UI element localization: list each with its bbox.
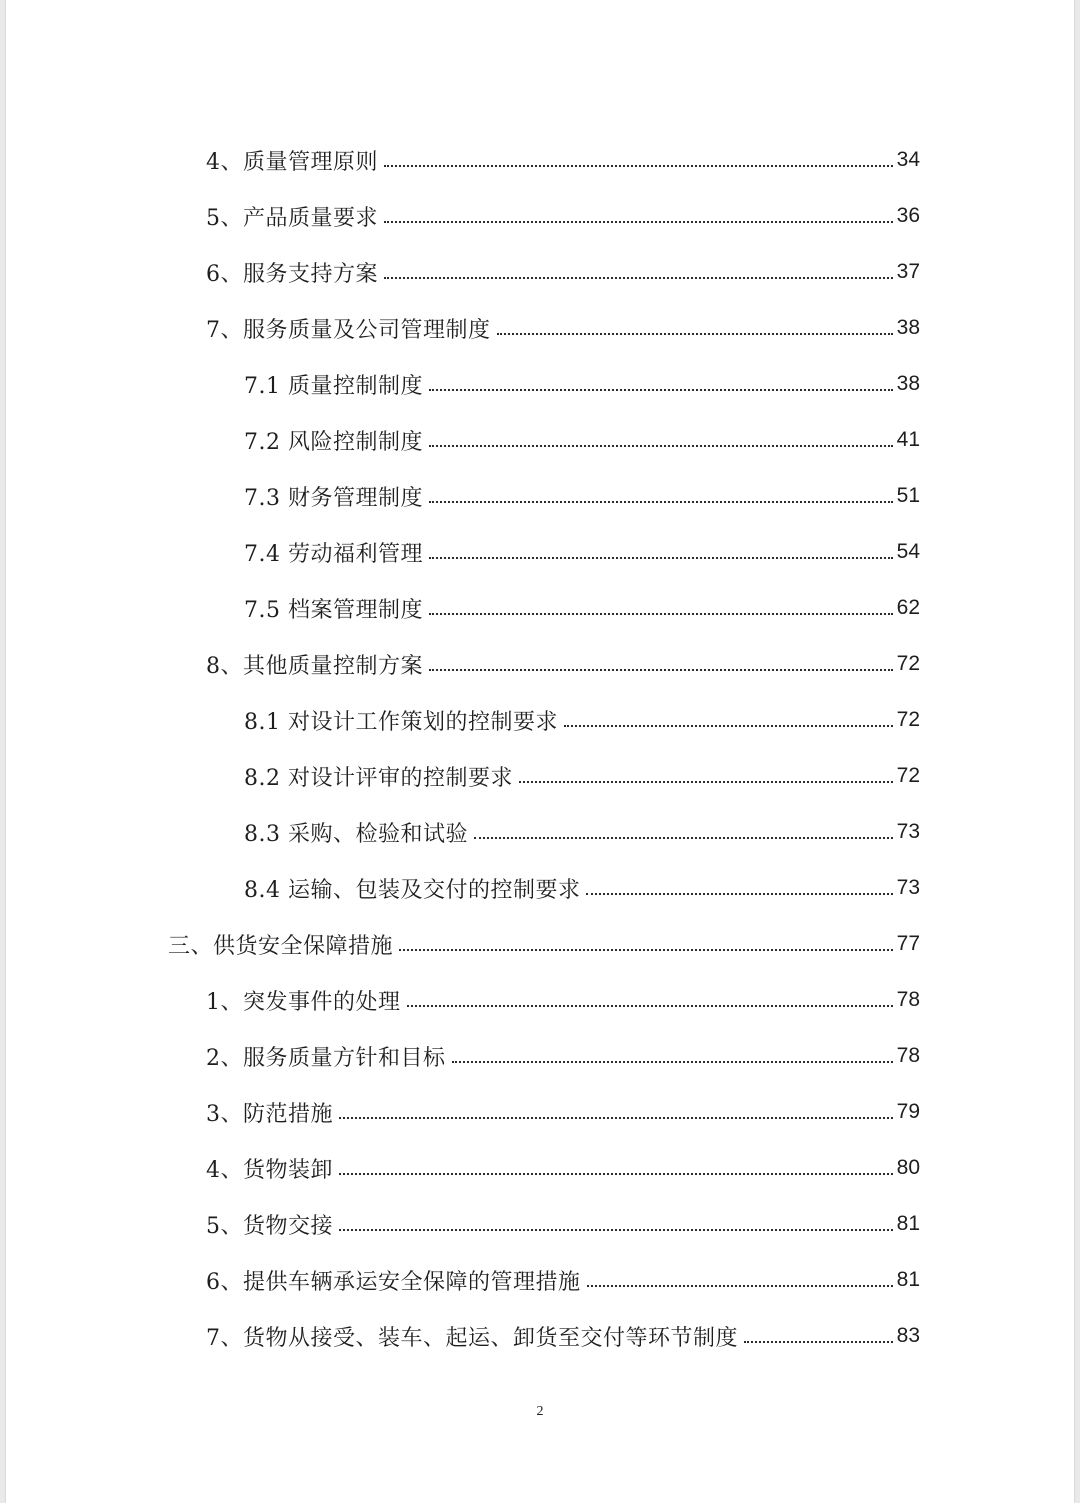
toc-entry-page: 83 [896, 1324, 920, 1347]
toc-entry-page: 51 [896, 484, 920, 507]
toc-leader-dots [474, 837, 893, 839]
toc-entry[interactable] [6, 244, 920, 300]
toc-entry[interactable] [6, 412, 920, 468]
toc-leader-dots [429, 445, 893, 447]
toc-entry[interactable] [6, 804, 920, 860]
toc-entry-page: 78 [896, 988, 920, 1011]
toc-entry-page: 73 [896, 876, 920, 899]
toc-entry[interactable] [6, 188, 920, 244]
toc-leader-dots [339, 1229, 893, 1231]
toc-entry[interactable] [6, 972, 920, 1028]
toc-entry[interactable] [6, 860, 920, 916]
toc-entry-page: 79 [896, 1100, 920, 1123]
toc-entry-title: 1、突发事件的处理 [206, 989, 401, 1015]
toc-entry-title: 4、质量管理原则 [206, 149, 378, 175]
document-page [6, 0, 1074, 1503]
toc-leader-dots [497, 333, 893, 335]
toc-leader-dots [384, 277, 893, 279]
toc-entry-title: 8.2 对设计评审的控制要求 [244, 765, 513, 791]
toc-leader-dots [429, 501, 893, 503]
toc-entry-title: 5、货物交接 [206, 1213, 333, 1239]
toc-entry-title: 8.3 采购、检验和试验 [244, 821, 468, 847]
toc-leader-dots [407, 1005, 893, 1007]
toc-entry-page: 37 [896, 260, 920, 283]
toc-entry-title: 8.4 运输、包装及交付的控制要求 [244, 877, 581, 903]
toc-entry-title: 8、其他质量控制方案 [206, 653, 423, 679]
toc-entry-title: 5、产品质量要求 [206, 205, 378, 231]
toc-entry[interactable] [6, 1028, 920, 1084]
toc-entry-page: 81 [896, 1268, 920, 1291]
toc-entry-page: 77 [896, 932, 920, 955]
toc-entry-title: 7.5 档案管理制度 [244, 597, 423, 623]
toc-entry-title: 7、货物从接受、装车、起运、卸货至交付等环节制度 [206, 1325, 738, 1351]
toc-leader-dots [339, 1117, 893, 1119]
toc-entry-page: 72 [896, 652, 920, 675]
toc-entry-page: 73 [896, 820, 920, 843]
toc-entry-page: 72 [896, 764, 920, 787]
toc-leader-dots [429, 389, 893, 391]
toc-entry[interactable] [6, 1308, 920, 1364]
toc-leader-dots [384, 221, 893, 223]
toc-entry[interactable] [6, 1140, 920, 1196]
toc-leader-dots [519, 781, 893, 783]
toc-entry[interactable] [6, 1196, 920, 1252]
toc-entry-title: 7、服务质量及公司管理制度 [206, 317, 491, 343]
toc-leader-dots [339, 1173, 893, 1175]
toc-entry-page: 80 [896, 1156, 920, 1179]
toc-entry-title: 7.3 财务管理制度 [244, 485, 423, 511]
toc-entry-title: 三、供货安全保障措施 [168, 933, 394, 959]
toc-entry-page: 72 [896, 708, 920, 731]
toc-leader-dots [586, 893, 892, 895]
toc-entry[interactable] [6, 132, 920, 188]
toc-entry-page: 62 [896, 596, 920, 619]
toc-leader-dots [429, 669, 893, 671]
toc-entry-title: 7.1 质量控制制度 [244, 373, 423, 399]
toc-entry[interactable] [6, 1084, 920, 1140]
toc-entry-title: 6、服务支持方案 [206, 261, 378, 287]
toc-leader-dots [587, 1285, 893, 1287]
toc-entry[interactable] [6, 468, 920, 524]
toc-leader-dots [429, 557, 893, 559]
toc-entry[interactable] [6, 580, 920, 636]
toc-entry-page: 34 [896, 148, 920, 171]
toc-entry-page: 54 [896, 540, 920, 563]
toc-entry-page: 81 [896, 1212, 920, 1235]
toc-entry[interactable] [6, 916, 920, 972]
toc-entry-page: 41 [896, 428, 920, 451]
toc-entry-page: 78 [896, 1044, 920, 1067]
toc-entry-title: 8.1 对设计工作策划的控制要求 [244, 709, 558, 735]
toc-entry-page: 38 [896, 316, 920, 339]
toc-entry[interactable] [6, 748, 920, 804]
toc-entry-title: 7.4 劳动福利管理 [244, 541, 423, 567]
toc-leader-dots [429, 613, 893, 615]
toc-leader-dots [384, 165, 893, 167]
toc-entry-title: 2、服务质量方针和目标 [206, 1045, 446, 1071]
toc-entry[interactable] [6, 356, 920, 412]
toc-entry[interactable] [6, 524, 920, 580]
toc-entry-title: 3、防范措施 [206, 1101, 333, 1127]
toc-entry[interactable] [6, 1252, 920, 1308]
toc-leader-dots [399, 949, 893, 951]
toc-entry[interactable] [6, 636, 920, 692]
toc-entry[interactable] [6, 300, 920, 356]
toc-entry[interactable] [6, 692, 920, 748]
toc-leader-dots [564, 725, 893, 727]
toc-leader-dots [744, 1341, 893, 1343]
toc-entry-title: 7.2 风险控制制度 [244, 429, 423, 455]
toc-entry-title: 6、提供车辆承运安全保障的管理措施 [206, 1269, 581, 1295]
toc-entry-page: 38 [896, 372, 920, 395]
toc-leader-dots [452, 1061, 893, 1063]
page-number: 2 [536, 1404, 544, 1419]
toc-entry-page: 36 [896, 204, 920, 227]
toc-entry-title: 4、货物装卸 [206, 1157, 333, 1183]
